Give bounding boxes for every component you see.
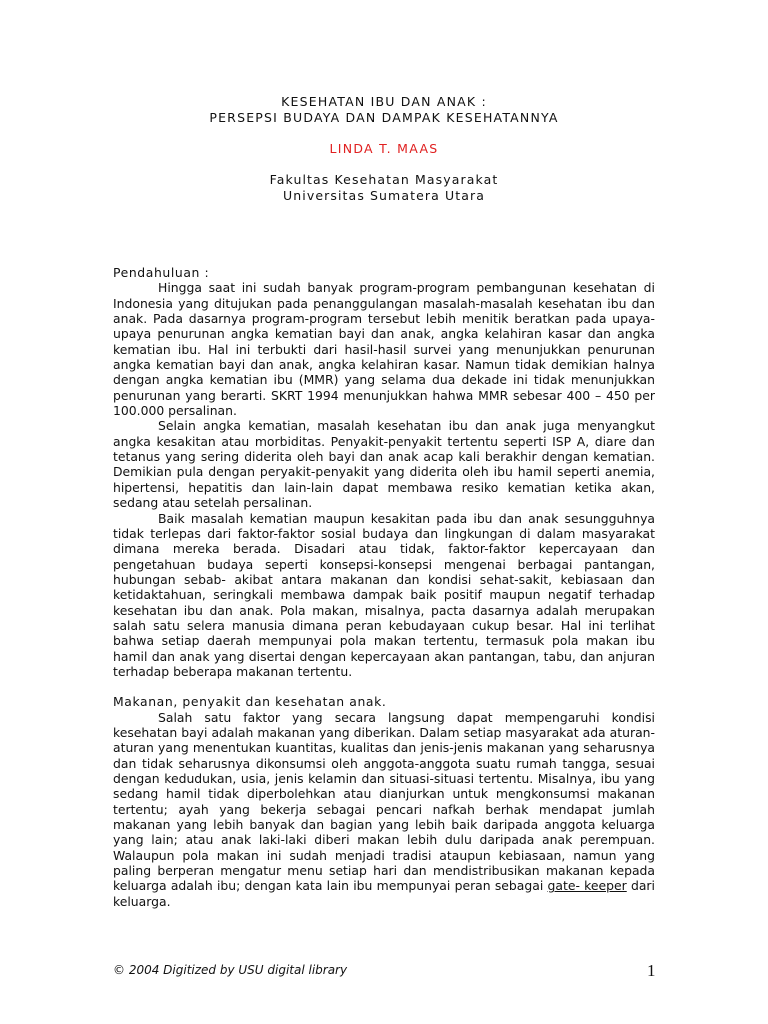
section-heading-intro: Pendahuluan : [113, 265, 210, 280]
intro-paragraph-2: Selain angka kematian, masalah kesehatan ibu dan anak juga menyangkut angka kesakitan atau morbiditas. Penyakit-penyakit tertentu seperti ISP A, diare dan tetanus yang sering diderita oleh bayi dan anak acap kali berakhir dengan kematian. Demikian pula dengan peryakit-penyakit yang diderita oleh ibu hamil seperti anemia, hipertensi, hepatitis dan lain-lain dapat membawa resiko kematian ketika akan, sedang atau setelah persalinan. [113, 418, 655, 511]
food-paragraph-end: dari keluarga. [113, 878, 655, 909]
faculty-name: Fakultas Kesehatan Masyarakat [269, 172, 499, 187]
document-body [113, 265, 655, 909]
document-title-line-2: PERSEPSI BUDAYA DAN DAMPAK KESEHATANNYA [209, 110, 559, 125]
intro-paragraph-3: Baik masalah kematian maupun kesakitan pada ibu dan anak sesungguhnya tidak terlepas dari faktor-faktor sosial budaya dan lingkungan di dalam masyarakat dimana mereka berada. Disadari atau tidak, faktor-faktor kepercayaan dan pengetahuan budaya seperti konsepsi-konsepsi mengenai berbagai pantangan, hubungan sebab- akibat antara makanan dan kondisi sehat-sakit, kebiasaan dan ketidaktahuan, seringkali membawa dampak baik positif maupun negatif terhadap kesehatan ibu dan anak. Pola makan, misalnya, pacta dasarnya adalah merupakan salah satu selera manusia dimana peran kebudayaan cukup besar. Hal ini terlihat bahwa setiap daerah mempunyai pola makan tertentu, termasuk pola makan ibu hamil dan anak yang disertai dengan kepercayaan akan pantangan, tabu, dan anjuran terhadap beberapa makanan tertentu. [113, 510, 655, 679]
section-spacer [113, 679, 655, 694]
copyright-footer: © 2004 Digitized by USU digital library [113, 963, 348, 977]
intro-paragraph-1: Hingga saat ini sudah banyak program-program pembangunan kesehatan di Indonesia yang ditujukan pada penanggulangan masalah-masalah kesehatan ibu dan anak. Pada dasarnya program-program tersebut lebih menitik beratkan pada upaya-upaya penurunan angka kematian bayi dan anak, angka kelahiran kasar dan angka kematian ibu. Hal ini terbukti dari hasil-hasil survei yang menunjukkan penurunan angka kematian bayi dan anak, angka kelahiran kasar. Namun tidak demikian halnya dengan angka kematian ibu (MMR) yang selama dua dekade ini tidak menunjukkan penurunan yang berarti. SKRT 1994 menunjukkan hahwa MMR sebesar 400 – 450 per 100.000 persalinan. [113, 280, 655, 419]
food-paragraph-text: Salah satu faktor yang secara langsung dapat mempengaruhi kondisi kesehatan bayi adalah makanan yang diberikan. Dalam setiap masyarakat ada aturan-aturan yang menentukan kuantitas, kualitas dan jenis-jenis makanan yang seharusnya dan tidak seharusnya dikonsumsi oleh anggota-anggota suatu rumah tangga, sesuai dengan kedudukan, usia, jenis kelamin dan situasi-situasi tertentu. Misalnya, ibu yang sedang hamil tidak diperbolehkan atau dianjurkan untuk mengkonsumsi makanan tertentu; ayah yang bekerja sebagai pencari nafkah berhak mendapat jumlah makanan yang lebih banyak dan bagian yang lebih baik daripada anggota keluarga yang lain; atau anak laki-laki diberi makan lebih dulu daripada anak perempuan. Walaupun pola makan ini sudah menjadi tradisi ataupun kebiasaan, namun yang paling berperan mengatur menu setiap hari dan mendistribusikan makanan kepada keluarga adalah ibu; dengan kata lain ibu mempunyai peran sebagai [113, 709, 655, 894]
university-name: Universitas Sumatera Utara [283, 188, 485, 203]
gate-keeper-term: gate- keeper [547, 878, 627, 894]
page-number: 1 [647, 961, 656, 980]
section-heading-food: Makanan, penyakit dan kesehatan anak. [113, 694, 387, 710]
document-title-line-1: KESEHATAN IBU DAN ANAK : [281, 94, 487, 109]
food-paragraph-1 [113, 710, 655, 909]
author-name: LINDA T. MAAS [329, 141, 439, 156]
